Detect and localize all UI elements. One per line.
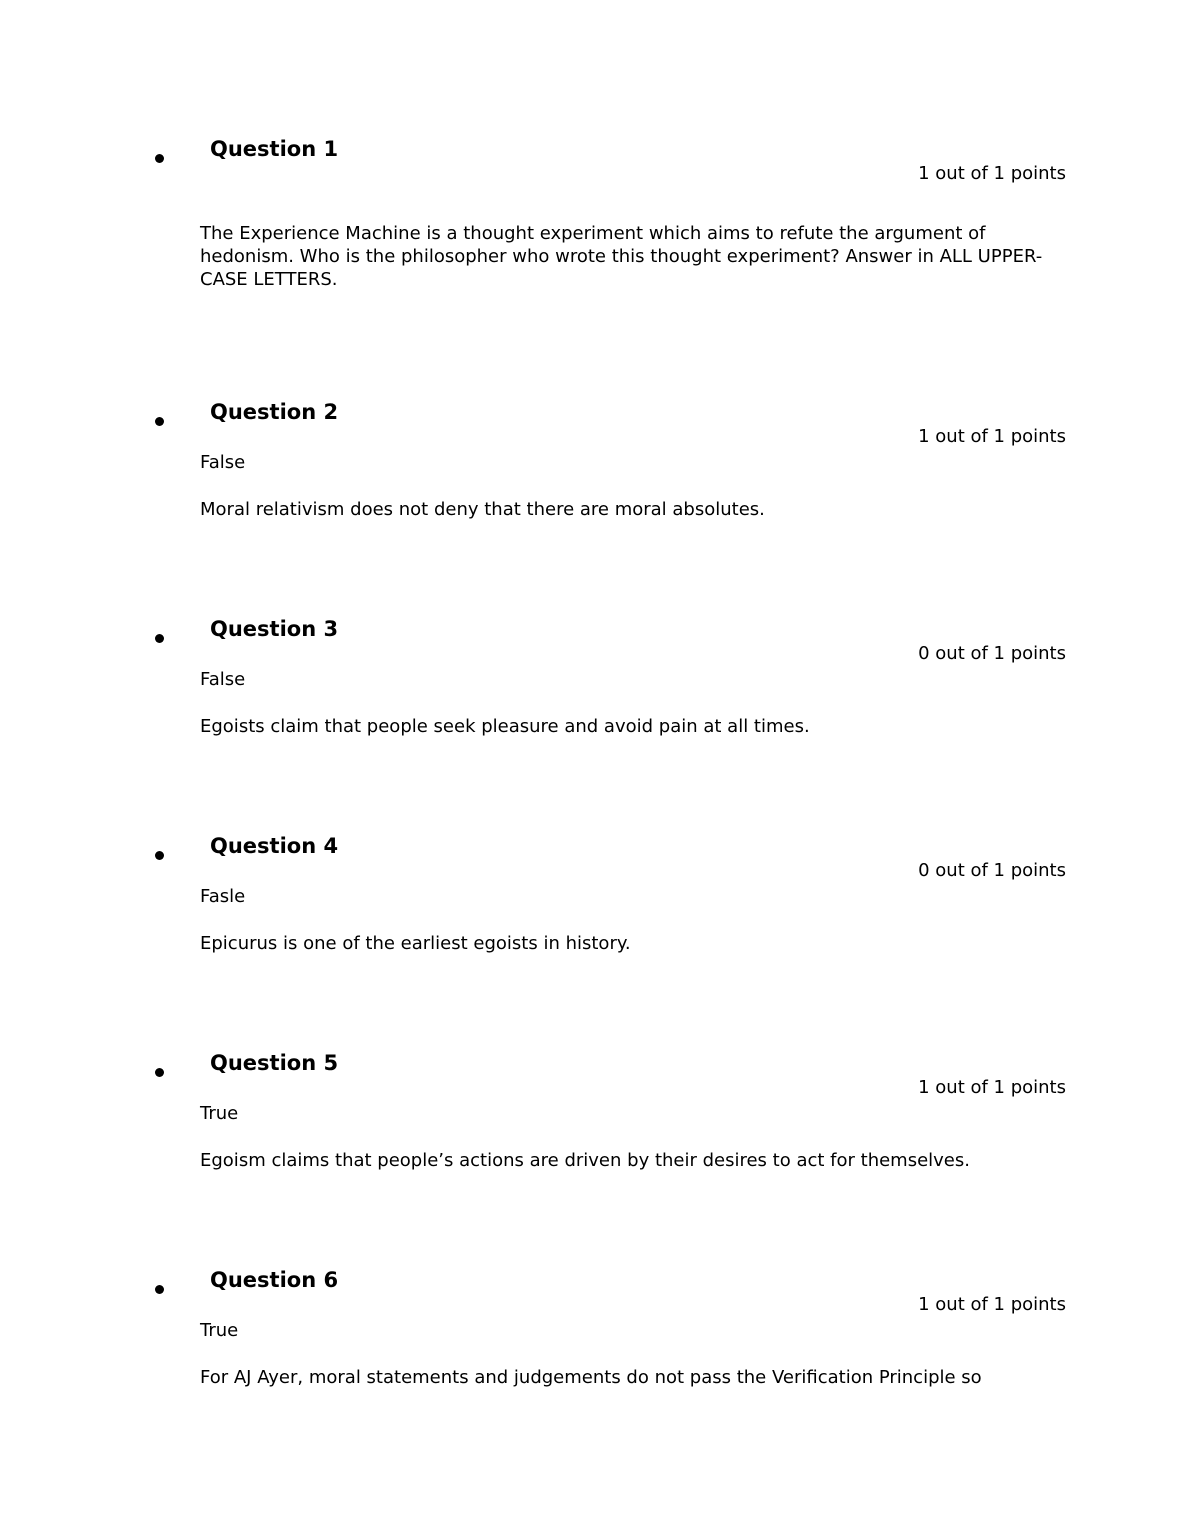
question-answer: False <box>200 452 246 473</box>
question-text: Moral relativism does not deny that there are moral absolutes. <box>200 499 765 520</box>
bullet-icon <box>155 417 164 426</box>
question-points: 1 out of 1 points <box>918 1294 1066 1315</box>
question-title: Question 3 <box>210 617 339 641</box>
question-title: Question 6 <box>210 1268 339 1292</box>
question-text: Egoism claims that people’s actions are driven by their desires to act for themselves. <box>200 1150 970 1171</box>
question-title: Question 1 <box>210 137 339 161</box>
question-title: Question 2 <box>210 400 339 424</box>
question-text: Epicurus is one of the earliest egoists in history. <box>200 933 631 954</box>
question-points: 0 out of 1 points <box>918 860 1066 881</box>
question-answer: True <box>200 1320 239 1341</box>
question-points: 1 out of 1 points <box>918 1077 1066 1098</box>
question-title: Question 5 <box>210 1051 339 1075</box>
question-answer: Fasle <box>200 886 246 907</box>
question-points: 0 out of 1 points <box>918 643 1066 664</box>
question-text: Egoists claim that people seek pleasure and avoid pain at all times. <box>200 716 810 737</box>
bullet-icon <box>155 634 164 643</box>
bullet-icon <box>155 1285 164 1294</box>
question-points: 1 out of 1 points <box>918 426 1066 447</box>
question-text: For AJ Ayer, moral statements and judgements do not pass the Verification Principle so <box>200 1367 982 1388</box>
question-points: 1 out of 1 points <box>918 163 1066 184</box>
question-answer: True <box>200 1103 239 1124</box>
bullet-icon <box>155 154 164 163</box>
question-text: The Experience Machine is a thought experiment which aims to refute the argument of hedonism. Who is the philosopher who wrote this thought experiment? Answer in ALL UPPER-CASE LETTERS. <box>200 223 1043 290</box>
bullet-icon <box>155 1068 164 1077</box>
question-answer: False <box>200 669 246 690</box>
question-title: Question 4 <box>210 834 339 858</box>
bullet-icon <box>155 851 164 860</box>
